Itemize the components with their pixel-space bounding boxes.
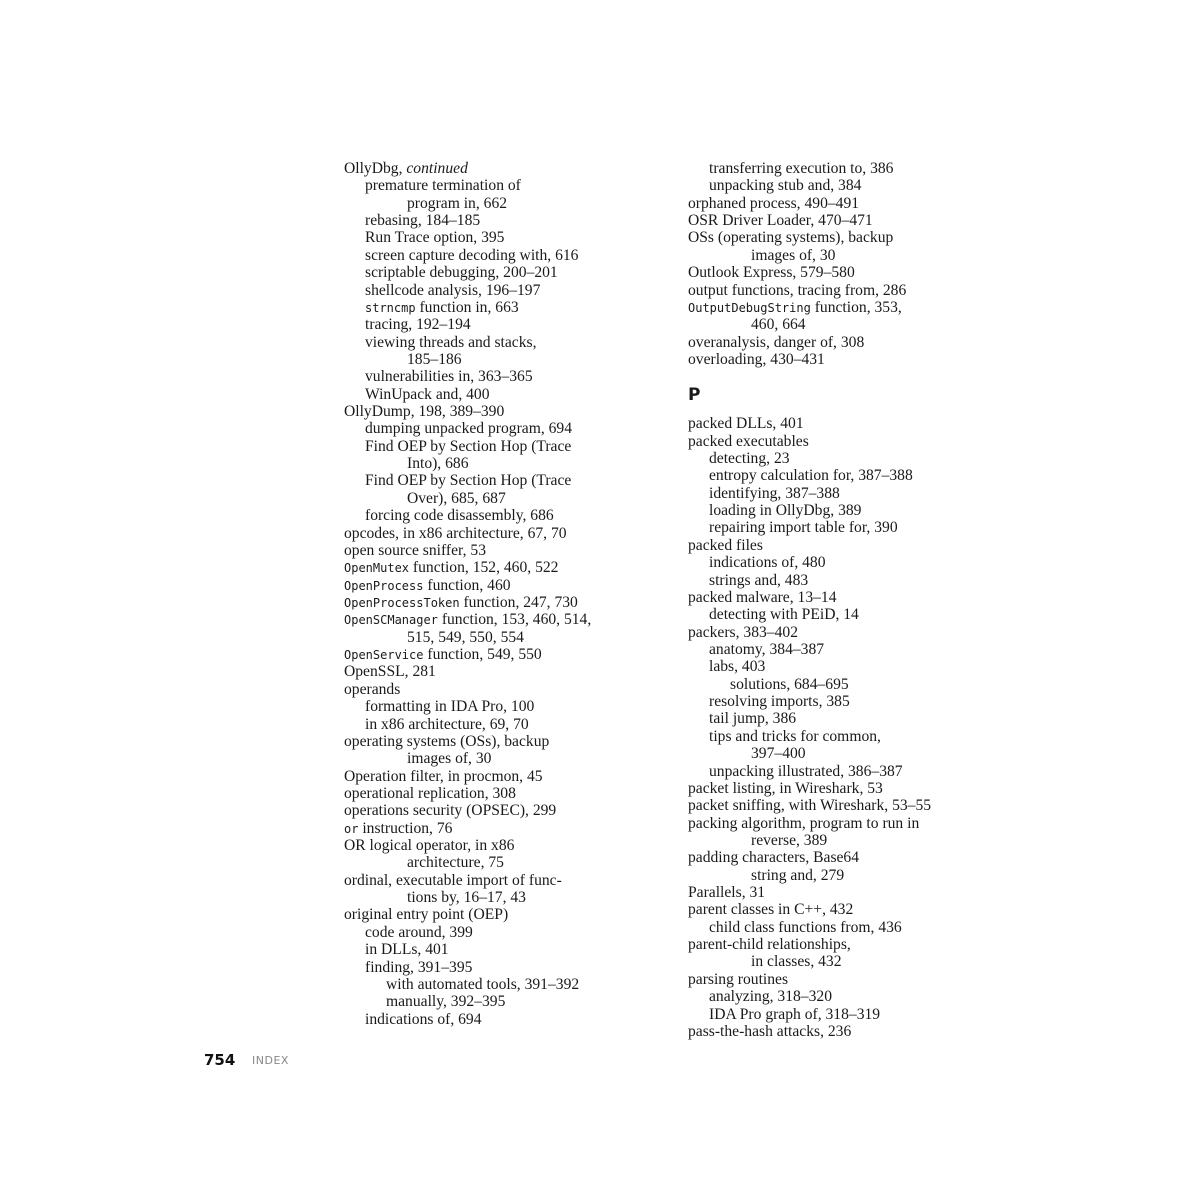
- entry-text: packing algorithm, program to run in: [688, 814, 920, 832]
- index-subentry: [344, 993, 674, 1010]
- entry-text: packed executables: [688, 432, 809, 450]
- running-head: INDEX: [252, 1054, 289, 1067]
- entry-text: scriptable debugging, 200–201: [365, 264, 558, 282]
- index-entry-continuation: [688, 832, 1018, 849]
- entry-text: anatomy, 384–387: [709, 640, 825, 658]
- index-entry: [344, 611, 674, 628]
- entry-text: orphaned process, 490–491: [688, 194, 860, 212]
- entry-text: function, 549, 550: [423, 646, 542, 664]
- entry-text: reverse, 389: [751, 831, 828, 849]
- index-subentry: [344, 316, 674, 333]
- index-entry: [688, 797, 1018, 814]
- index-subentry: [688, 728, 1018, 745]
- index-entry-continuation: [344, 490, 674, 507]
- index-entry: [344, 906, 674, 923]
- entry-text: tips and tricks for common,: [709, 727, 881, 745]
- index-subentry: [344, 282, 674, 299]
- entry-text: 397–400: [751, 745, 806, 763]
- index-subentry: [688, 988, 1018, 1005]
- index-subentry: [344, 247, 674, 264]
- entry-text: Outlook Express, 579–580: [688, 264, 855, 282]
- entry-text: OSs (operating systems), backup: [688, 229, 894, 247]
- index-entry: [688, 334, 1018, 351]
- entry-text: rebasing, 184–185: [365, 212, 481, 230]
- entry-text: viewing threads and stacks,: [365, 333, 537, 351]
- page-number: 754: [204, 1051, 236, 1069]
- entry-text: code around, 399: [365, 923, 473, 941]
- entry-text: formatting in IDA Pro, 100: [365, 698, 535, 716]
- code-term: OpenService: [344, 648, 424, 663]
- entry-text: output functions, tracing from, 286: [688, 281, 907, 299]
- index-entry: [688, 589, 1018, 606]
- entry-text: entropy calculation for, 387–388: [709, 467, 913, 485]
- index-subentry: [344, 698, 674, 715]
- index-entry: [688, 212, 1018, 229]
- entry-text: OSR Driver Loader, 470–471: [688, 212, 873, 230]
- entry-text: Over), 685, 687: [407, 489, 506, 507]
- index-subentry: [344, 941, 674, 958]
- entry-text: loading in OllyDbg, 389: [709, 502, 862, 520]
- entry-text: packers, 383–402: [688, 623, 798, 641]
- index-subentry: [344, 368, 674, 385]
- continued-label: continued: [406, 160, 468, 177]
- index-subentry: [344, 229, 674, 246]
- code-term: OpenProcess: [344, 578, 424, 593]
- index-entry: [344, 403, 674, 420]
- entry-text: detecting with PEiD, 14: [709, 606, 859, 624]
- entry-text: overloading, 430–431: [688, 350, 825, 368]
- index-subentry: [344, 212, 674, 229]
- entry-text: unpacking illustrated, 386–387: [709, 762, 903, 780]
- index-subentry: [344, 472, 674, 489]
- entry-text: indications of, 694: [365, 1010, 482, 1028]
- entry-text: parent-child relationships,: [688, 936, 851, 954]
- entry-text: images of, 30: [407, 750, 492, 768]
- index-entry: [688, 229, 1018, 246]
- index-entry-continuation: [688, 867, 1018, 884]
- entry-text: in x86 architecture, 69, 70: [365, 715, 529, 733]
- index-subentry: [688, 572, 1018, 589]
- index-entry-continuation: [344, 455, 674, 472]
- entry-text: operands: [344, 680, 401, 698]
- index-entry-continuation: [688, 953, 1018, 970]
- entry-text: parsing routines: [688, 970, 789, 988]
- index-subentry: [688, 693, 1018, 710]
- index-subentry: [344, 386, 674, 403]
- entry-text: Find OEP by Section Hop (Trace: [365, 472, 572, 490]
- index-entry-continuation: [344, 629, 674, 646]
- entry-text: OR logical operator, in x86: [344, 837, 515, 855]
- index-entry: [344, 525, 674, 542]
- index-entry: [344, 768, 674, 785]
- index-entry: [688, 1023, 1018, 1040]
- entry-text: function, 153, 460, 514,: [437, 611, 592, 629]
- index-subentry: [344, 1011, 674, 1028]
- entry-text: packet listing, in Wireshark, 53: [688, 779, 883, 797]
- index-entry-continuation: [688, 316, 1018, 333]
- index-entry: [688, 282, 1018, 299]
- entry-text: architecture, 75: [407, 854, 504, 872]
- index-subentry: [688, 467, 1018, 484]
- entry-text: IDA Pro graph of, 318–319: [709, 1005, 881, 1023]
- index-subentry: [344, 420, 674, 437]
- index-subentry: [344, 177, 674, 194]
- entry-text: OpenSSL, 281: [344, 663, 436, 681]
- entry-text: operational replication, 308: [344, 784, 516, 802]
- entry-text: 460, 664: [751, 316, 806, 334]
- index-entry: [688, 433, 1018, 450]
- index-subentry: [688, 485, 1018, 502]
- entry-text: identifying, 387–388: [709, 484, 840, 502]
- entry-text: in DLLs, 401: [365, 941, 449, 959]
- index-entry-continuation: [688, 745, 1018, 762]
- index-subentry: [688, 450, 1018, 467]
- index-entry: [688, 299, 1018, 316]
- entry-text: operating systems (OSs), backup: [344, 732, 550, 750]
- entry-text: images of, 30: [751, 246, 836, 264]
- entry-text: opcodes, in x86 architecture, 67, 70: [344, 524, 567, 542]
- entry-text: open source sniffer, 53: [344, 541, 486, 559]
- index-subentry: [688, 676, 1018, 693]
- index-subentry: [688, 519, 1018, 536]
- entry-text: 185–186: [407, 350, 462, 368]
- entry-text: strings and, 483: [709, 571, 809, 589]
- index-entry: [688, 936, 1018, 953]
- entry-text: 515, 549, 550, 554: [407, 628, 524, 646]
- index-entry: [344, 646, 674, 663]
- entry-text: instruction, 76: [358, 819, 453, 837]
- index-subentry: [688, 641, 1018, 658]
- entry-text: packet sniffing, with Wireshark, 53–55: [688, 797, 932, 815]
- index-entry: [688, 849, 1018, 866]
- entry-text: tracing, 192–194: [365, 316, 471, 334]
- index-entry: [688, 780, 1018, 797]
- code-term: OpenMutex: [344, 561, 410, 576]
- index-entry: [344, 542, 674, 559]
- entry-text: Into), 686: [407, 455, 469, 473]
- index-entry-continuation: [344, 889, 674, 906]
- entry-text: indications of, 480: [709, 554, 826, 572]
- entry-text: screen capture decoding with, 616: [365, 246, 579, 264]
- index-subentry: [344, 959, 674, 976]
- entry-text: with automated tools, 391–392: [386, 975, 580, 993]
- index-entry-continuation: [344, 750, 674, 767]
- index-entry: [344, 802, 674, 819]
- entry-text: labs, 403: [709, 658, 766, 676]
- entry-text: detecting, 23: [709, 450, 790, 468]
- index-subentry: [688, 710, 1018, 727]
- index-entry-continuation: [344, 854, 674, 871]
- code-term: or: [344, 821, 359, 836]
- entry-text: function in, 663: [415, 298, 519, 316]
- entry-text: solutions, 684–695: [730, 675, 849, 693]
- entry-text: packed files: [688, 536, 763, 554]
- index-subentry: [688, 606, 1018, 623]
- entry-text: finding, 391–395: [365, 958, 473, 976]
- index-subentry: [344, 924, 674, 941]
- index-subentry: [344, 299, 674, 316]
- index-entry: [688, 901, 1018, 918]
- index-column-right: [688, 160, 1018, 1040]
- index-subentry: [688, 658, 1018, 675]
- index-entry: [688, 415, 1018, 432]
- index-subentry: [688, 554, 1018, 571]
- index-entry: [344, 663, 674, 680]
- index-entry: [344, 160, 674, 177]
- entry-text: overanalysis, danger of, 308: [688, 333, 865, 351]
- entry-text: manually, 392–395: [386, 993, 506, 1011]
- entry-text: program in, 662: [407, 194, 508, 212]
- entry-text: dumping unpacked program, 694: [365, 420, 573, 438]
- entry-text: tail jump, 386: [709, 710, 797, 728]
- index-entries-p: [688, 415, 1018, 1040]
- entry-text: OllyDump, 198, 389–390: [344, 403, 505, 421]
- entry-text: string and, 279: [751, 866, 845, 884]
- entry-text: function, 152, 460, 522: [409, 559, 559, 577]
- entry-text: packed malware, 13–14: [688, 588, 837, 606]
- index-subentry: [688, 919, 1018, 936]
- index-entry: [344, 733, 674, 750]
- entry-text: packed DLLs, 401: [688, 415, 804, 433]
- entry-text: function, 247, 730: [459, 593, 578, 611]
- index-entry: [344, 681, 674, 698]
- index-subentry: [688, 763, 1018, 780]
- index-entry: [688, 971, 1018, 988]
- entry-text: padding characters, Base64: [688, 849, 860, 867]
- index-entry: [344, 594, 674, 611]
- index-entry: [344, 872, 674, 889]
- index-entry: [344, 785, 674, 802]
- entry-text: OllyDbg,: [344, 160, 407, 177]
- code-term: OutputDebugString: [688, 300, 811, 315]
- index-entry: [688, 351, 1018, 368]
- entry-text: vulnerabilities in, 363–365: [365, 368, 533, 386]
- index-entry-continuation: [344, 351, 674, 368]
- entry-text: original entry point (OEP): [344, 906, 509, 924]
- entry-text: child class functions from, 436: [709, 918, 902, 936]
- entry-text: repairing import table for, 390: [709, 519, 898, 537]
- index-entry: [344, 837, 674, 854]
- index-subentry: [344, 264, 674, 281]
- section-letter-heading: P: [688, 385, 701, 406]
- index-entry: [688, 264, 1018, 281]
- index-subentry: [688, 160, 1018, 177]
- entry-text: Run Trace option, 395: [365, 229, 505, 247]
- code-term: strncmp: [365, 300, 416, 315]
- entry-text: shellcode analysis, 196–197: [365, 281, 541, 299]
- entry-text: Operation filter, in procmon, 45: [344, 767, 543, 785]
- index-entry: [688, 815, 1018, 832]
- index-entry: [688, 624, 1018, 641]
- index-entry-continuation: [344, 195, 674, 212]
- entry-text: forcing code disassembly, 686: [365, 507, 554, 525]
- index-entry: [344, 577, 674, 594]
- entry-text: resolving imports, 385: [709, 693, 850, 711]
- entry-text: unpacking stub and, 384: [709, 177, 862, 195]
- index-subentry: [344, 334, 674, 351]
- index-subentry: [688, 502, 1018, 519]
- entry-text: function, 353,: [810, 298, 902, 316]
- index-subentry: [688, 177, 1018, 194]
- index-subentry: [344, 716, 674, 733]
- index-subentry: [344, 438, 674, 455]
- entry-text: tions by, 16–17, 43: [407, 889, 526, 907]
- entry-text: pass-the-hash attacks, 236: [688, 1022, 852, 1040]
- index-subentry: [344, 507, 674, 524]
- entry-text: Parallels, 31: [688, 884, 766, 902]
- index-entry: [688, 195, 1018, 212]
- index-subentry: [344, 976, 674, 993]
- entry-text: ordinal, executable import of func-: [344, 871, 562, 889]
- index-subentry: [688, 1006, 1018, 1023]
- code-term: OpenProcessToken: [344, 595, 460, 610]
- entry-text: function, 460: [423, 576, 511, 594]
- entry-text: analyzing, 318–320: [709, 988, 832, 1006]
- entry-text: transferring execution to, 386: [709, 160, 894, 177]
- entry-text: WinUpack and, 400: [365, 385, 490, 403]
- index-entry: [688, 537, 1018, 554]
- index-column-left: [344, 160, 674, 1028]
- index-entry: [344, 559, 674, 576]
- index-entry-continuation: [688, 247, 1018, 264]
- index-entries-o-continued: [688, 160, 1018, 368]
- index-entry: [688, 884, 1018, 901]
- code-term: OpenSCManager: [344, 613, 438, 628]
- entry-text: operations security (OPSEC), 299: [344, 802, 557, 820]
- entry-text: premature termination of: [365, 177, 521, 195]
- entry-text: Find OEP by Section Hop (Trace: [365, 437, 572, 455]
- entry-text: parent classes in C++, 432: [688, 901, 854, 919]
- entry-text: in classes, 432: [751, 953, 842, 971]
- index-entry: [344, 820, 674, 837]
